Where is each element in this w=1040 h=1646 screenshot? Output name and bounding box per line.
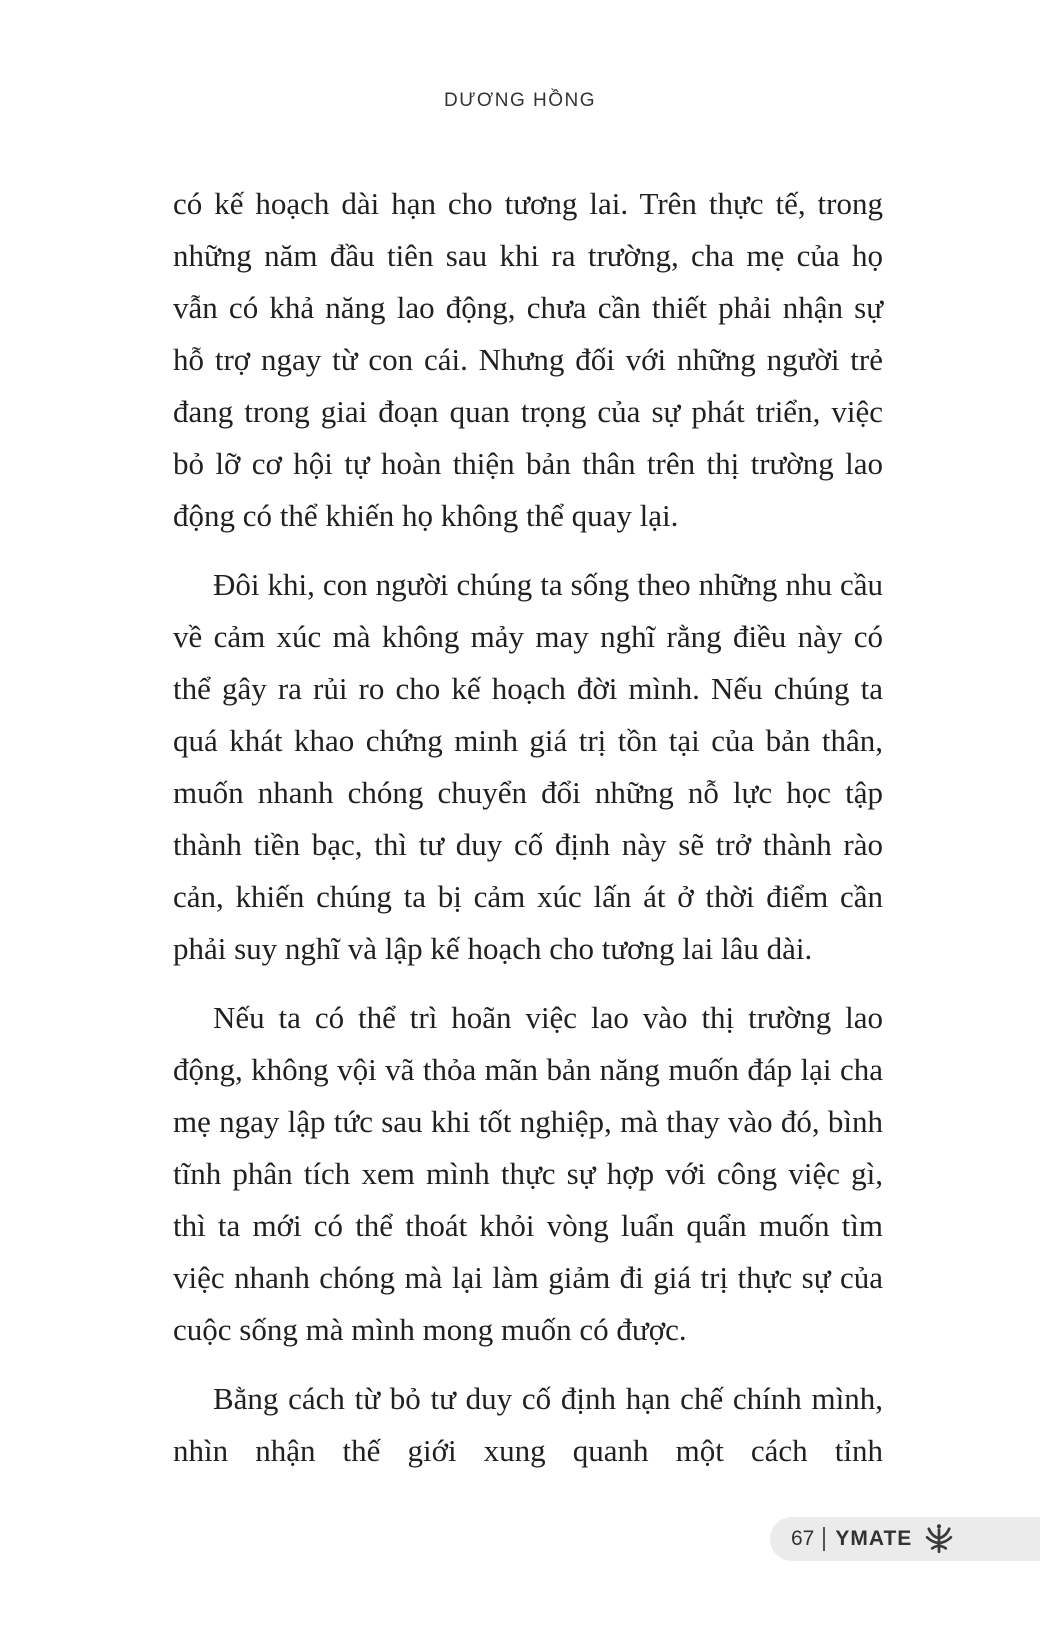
ymate-logo-icon <box>922 1522 956 1556</box>
paragraph-3: Nếu ta có thể trì hoãn việc lao vào thị trường lao động, không vội vã thỏa mãn bản năng muốn đáp lại cha mẹ ngay lập tức sau khi tốt nghiệp, mà thay vào đó, bình tĩnh phân tích xem mình thực sự hợp với công việc gì, thì ta mới có thể thoát khỏi vòng luẩn quẩn muốn tìm việc nhanh chóng mà lại làm giảm đi giá trị thực sự của cuộc sống mà mình mong muốn có được. <box>173 1000 883 1347</box>
page-footer-tab <box>770 1517 1040 1561</box>
paragraph-2: Đôi khi, con người chúng ta sống theo những nhu cầu về cảm xúc mà không mảy may nghĩ rằng điều này có thể gây ra rủi ro cho kế hoạch đời mình. Nếu chúng ta quá khát khao chứng minh giá trị tồn tại của bản thân, muốn nhanh chóng chuyển đổi những nỗ lực học tập thành tiền bạc, thì tư duy cố định này sẽ trở thành rào cản, khiến chúng ta bị cảm xúc lấn át ở thời điểm cần phải suy nghĩ và lập kế hoạch cho tương lai lâu dài. <box>173 567 883 966</box>
page-number: 67 <box>791 1527 815 1550</box>
paragraph-1: có kế hoạch dài hạn cho tương lai. Trên thực tế, trong những năm đầu tiên sau khi ra trường, cha mẹ của họ vẫn có khả năng lao động, chưa cần thiết phải nhận sự hỗ trợ ngay từ con cái. Nhưng đối với những người trẻ đang trong giai đoạn quan trọng của sự phát triển, việc bỏ lỡ cơ hội tự hoàn thiện bản thân trên thị trường lao động có thể khiến họ không thể quay lại. <box>173 186 883 533</box>
paragraph-4: Bằng cách từ bỏ tư duy cố định hạn chế chính mình, nhìn nhận thế giới xung quanh một cách tỉnh <box>173 1381 883 1468</box>
brand-name: YMATE <box>835 1527 913 1550</box>
page-body <box>173 178 883 1494</box>
running-header-author: DƯƠNG HỒNG <box>443 90 597 111</box>
footer-divider <box>823 1527 825 1551</box>
